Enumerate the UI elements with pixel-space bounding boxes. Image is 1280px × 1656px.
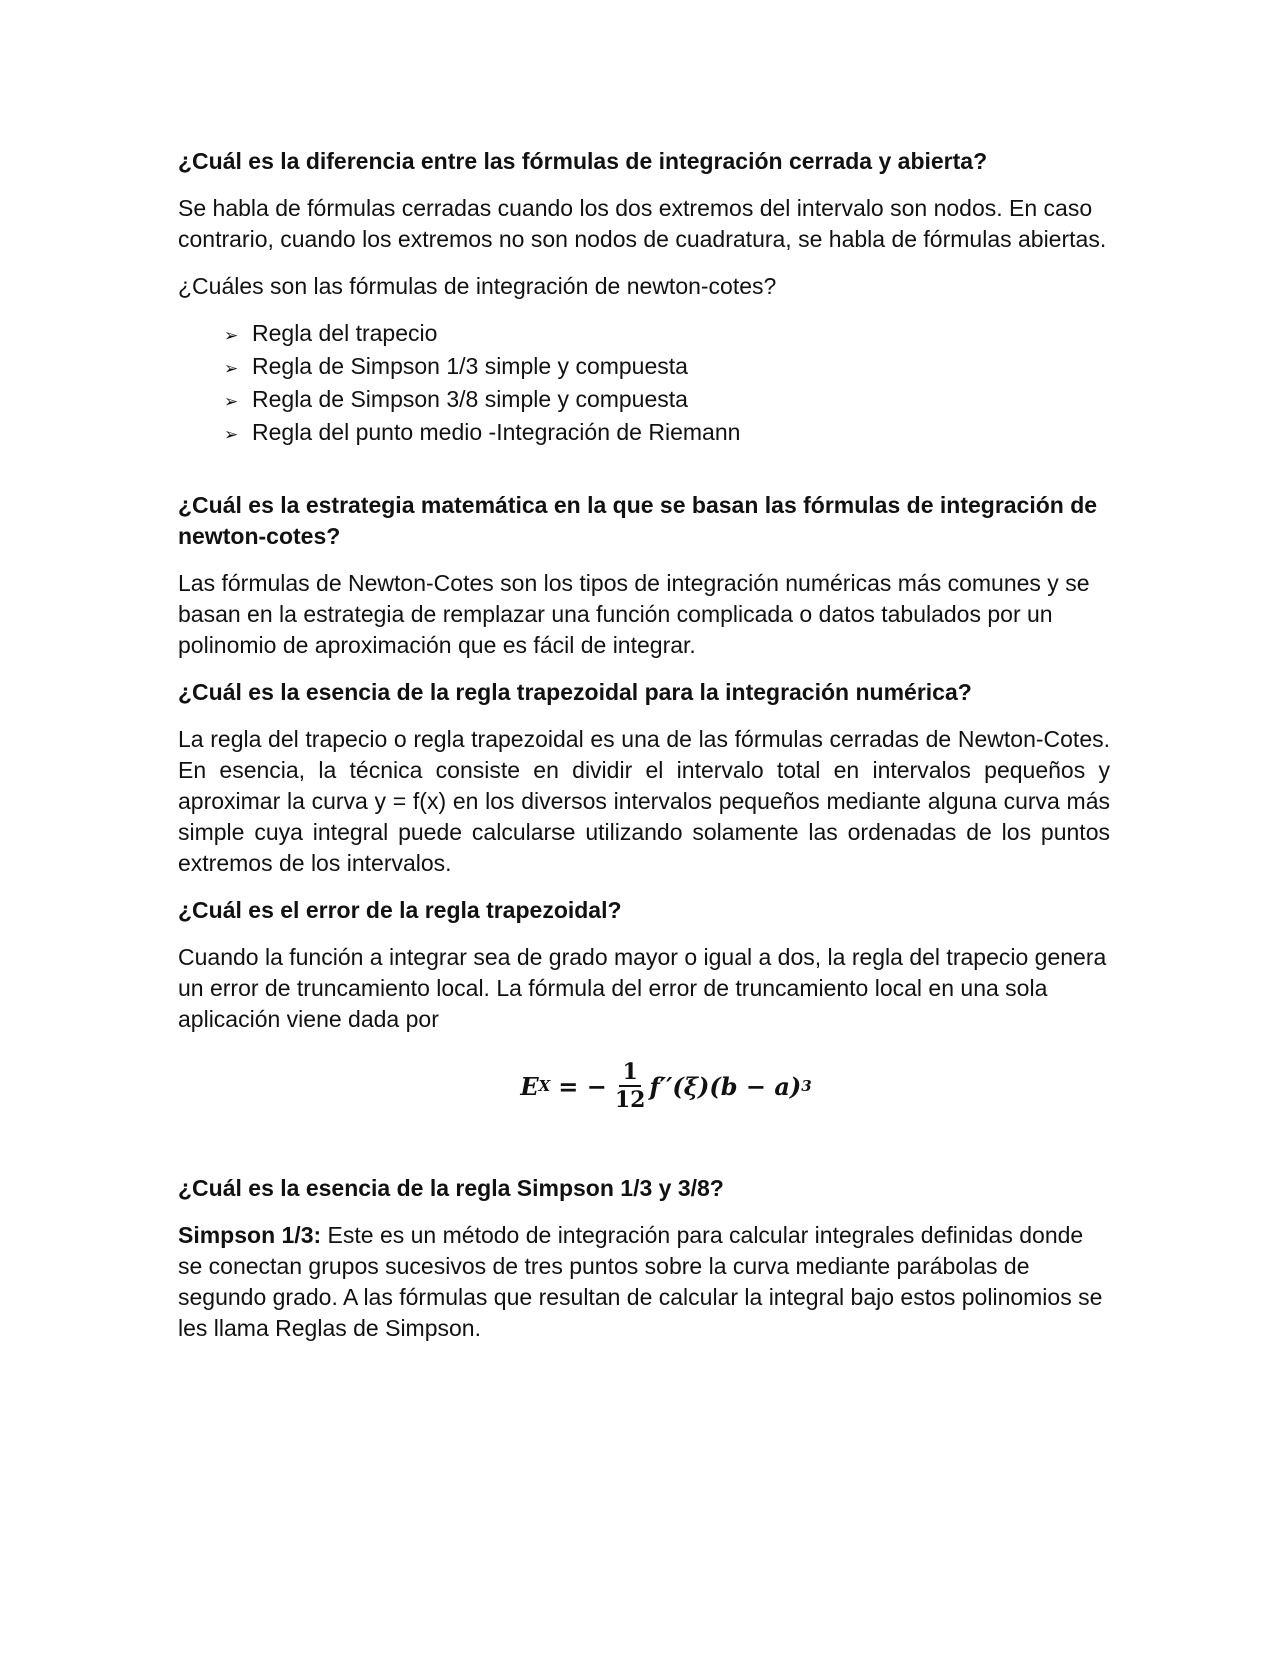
- answer-paragraph: La regla del trapecio o regla trapezoidal es una de las fórmulas cerradas de Newton-Cotes. En esencia, la técnica consiste en dividir el intervalo total en intervalos pequeños y aproximar la curva y = f(x) en los diversos intervalos pequeños mediante alguna curva más simple cuya integral puede calcularse utilizando solamente las ordenadas de los puntos extremos de los intervalos.: [178, 726, 1110, 876]
- question-heading: ¿Cuál es la esencia de la regla Simpson 1/3 y 3/8?: [178, 1175, 724, 1201]
- question-heading: ¿Cuál es la estrategia matemática en la que se basan las fórmulas de integración de newton-cotes?: [178, 492, 1098, 549]
- arrow-bullet-icon: ➢: [224, 326, 239, 345]
- error-formula: E X = − $\frac{1}{12}$ f′′(ξ)(b − a) 3: [520, 1059, 812, 1113]
- list-item: ➢ Regla del punto medio -Integración de Riemann: [224, 417, 1110, 450]
- list-item: ➢ Regla de Simpson 1/3 simple y compuesta: [224, 351, 1110, 384]
- answer-paragraph: Cuando la función a integrar sea de grado mayor o igual a dos, la regla del trapecio genera un error de truncamiento local. La fórmula del error de truncamiento local en una sola aplicación viene dada por: [178, 944, 1107, 1032]
- arrow-bullet-icon: ➢: [224, 392, 239, 411]
- formula-list: [178, 318, 1110, 450]
- arrow-bullet-icon: ➢: [224, 359, 239, 378]
- question-text: ¿Cuáles son las fórmulas de integración de newton-cotes?: [178, 273, 777, 299]
- question-heading: ¿Cuál es el error de la regla trapezoidal?: [178, 897, 622, 923]
- answer-paragraph: Simpson 1/3: Este es un método de integración para calcular integrales definidas donde se conectan grupos sucesivos de tres puntos sobre la curva mediante parábolas de segundo grado. A las fórmulas que resultan de calcular la integral bajo estos polinomios se les llama Reglas de Simpson.: [178, 1222, 1103, 1341]
- list-item: ➢ Regla de Simpson 3/8 simple y compuesta: [224, 384, 1110, 417]
- arrow-bullet-icon: ➢: [224, 425, 239, 444]
- document-page: [178, 146, 1110, 1360]
- question-heading: ¿Cuál es la esencia de la regla trapezoidal para la integración numérica?: [178, 679, 972, 705]
- formula-fraction: $\frac{1}{12}$: [614, 1059, 646, 1113]
- answer-paragraph: Las fórmulas de Newton-Cotes son los tipos de integración numéricas más comunes y se basan en la estrategia de remplazar una función complicada o datos tabulados por un polinomio de aproximación que es fácil de integrar.: [178, 570, 1090, 658]
- question-heading: ¿Cuál es la diferencia entre las fórmulas de integración cerrada y abierta?: [178, 148, 988, 174]
- answer-paragraph: Se habla de fórmulas cerradas cuando los dos extremos del intervalo son nodos. En caso contrario, cuando los extremos no son nodos de cuadratura, se habla de fórmulas abiertas.: [178, 195, 1107, 252]
- list-item: ➢ Regla del trapecio: [224, 318, 1110, 351]
